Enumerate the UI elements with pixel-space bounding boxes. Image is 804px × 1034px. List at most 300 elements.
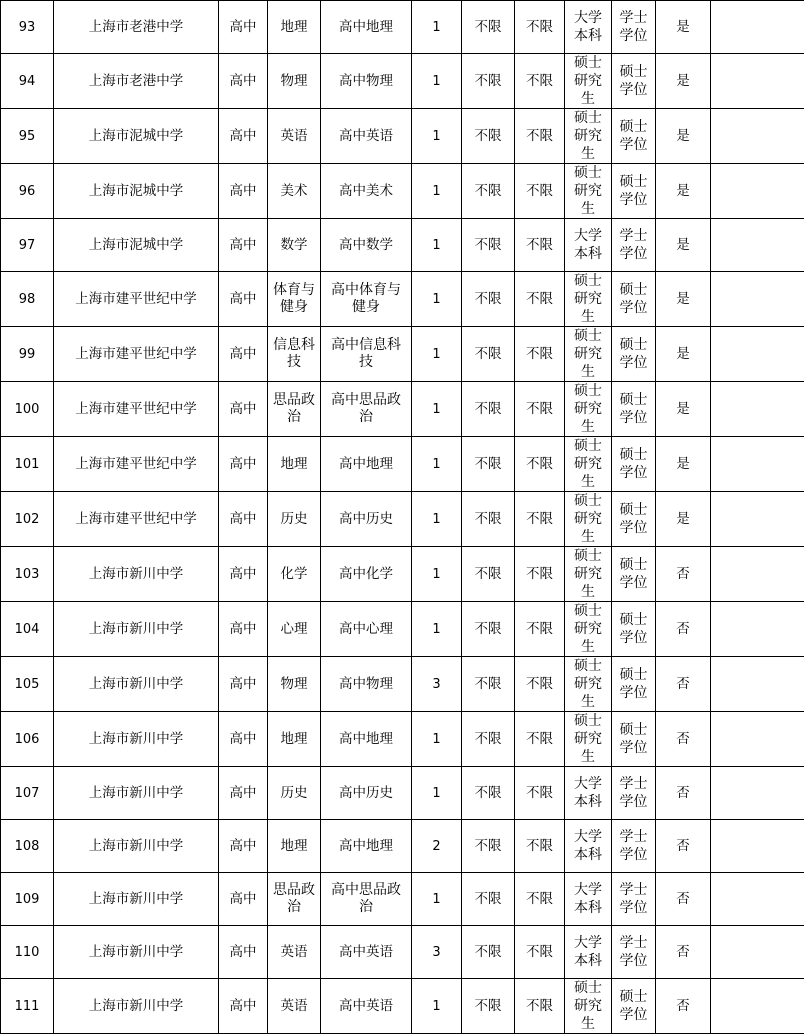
subject: 数学: [268, 219, 321, 272]
academic-title: [612, 272, 656, 327]
post-name-line-2: 治: [321, 409, 411, 426]
academic-title-line-2: 学位: [612, 574, 655, 592]
flag-value: 否: [656, 767, 711, 820]
education-degree-line-1: 大学: [565, 227, 611, 245]
requirement-1: 不限: [462, 979, 515, 1034]
note-cell: [711, 602, 804, 657]
note-cell: [711, 979, 804, 1034]
post-name: 高中历史: [321, 492, 412, 547]
subject-line-2: 健身: [268, 299, 320, 316]
education-degree: [565, 767, 612, 820]
hire-count: 2: [412, 820, 462, 873]
education-degree-line-1: 大学: [565, 881, 611, 899]
academic-title-line-1: 学士: [612, 9, 655, 27]
table-row: [1, 272, 804, 327]
requirement-1: 不限: [462, 327, 515, 382]
academic-title: [612, 219, 656, 272]
school-level: 高中: [219, 767, 268, 820]
table-row: [1, 657, 804, 712]
table-row: [1, 109, 804, 164]
education-degree-line-1: 大学: [565, 934, 611, 952]
education-degree-line-1: 硕士: [565, 979, 611, 997]
education-degree-line-1: 硕士: [565, 382, 611, 400]
education-degree-line-2: 研究: [565, 675, 611, 693]
school-name: 上海市新川中学: [54, 767, 219, 820]
requirement-2: 不限: [515, 327, 565, 382]
education-degree-line-1: 硕士: [565, 492, 611, 510]
education-degree: [565, 109, 612, 164]
post-name-line-2: 健身: [321, 299, 411, 316]
row-number: 106: [1, 712, 54, 767]
academic-title-line-2: 学位: [612, 354, 655, 372]
education-degree-line-1: 硕士: [565, 54, 611, 72]
note-cell: [711, 1, 804, 54]
row-number: 107: [1, 767, 54, 820]
note-cell: [711, 272, 804, 327]
education-degree-line-1: 大学: [565, 775, 611, 793]
hire-count: 1: [412, 1, 462, 54]
row-number: 100: [1, 382, 54, 437]
education-degree-line-2: 研究: [565, 997, 611, 1015]
hire-count: 1: [412, 327, 462, 382]
flag-value: 否: [656, 547, 711, 602]
academic-title: [612, 926, 656, 979]
hire-count: 1: [412, 109, 462, 164]
school-name: 上海市老港中学: [54, 54, 219, 109]
education-degree-line-3: 生: [565, 528, 611, 546]
table-row: [1, 820, 804, 873]
requirement-1: 不限: [462, 492, 515, 547]
flag-value: 是: [656, 382, 711, 437]
row-number: 109: [1, 873, 54, 926]
hire-count: 1: [412, 602, 462, 657]
subject: [268, 873, 321, 926]
flag-value: 否: [656, 926, 711, 979]
note-cell: [711, 164, 804, 219]
education-degree-line-2: 本科: [565, 846, 611, 864]
requirement-2: 不限: [515, 547, 565, 602]
education-degree-line-3: 生: [565, 1015, 611, 1033]
school-level: 高中: [219, 820, 268, 873]
requirement-1: 不限: [462, 926, 515, 979]
note-cell: [711, 54, 804, 109]
requirement-2: 不限: [515, 492, 565, 547]
row-number: 101: [1, 437, 54, 492]
hire-count: 1: [412, 767, 462, 820]
table-row: [1, 164, 804, 219]
requirement-1: 不限: [462, 873, 515, 926]
requirement-1: 不限: [462, 1, 515, 54]
post-name: 高中美术: [321, 164, 412, 219]
education-degree-line-2: 本科: [565, 952, 611, 970]
row-number: 95: [1, 109, 54, 164]
hire-count: 1: [412, 54, 462, 109]
education-degree-line-2: 研究: [565, 72, 611, 90]
education-degree-line-1: 硕士: [565, 547, 611, 565]
hire-count: 1: [412, 979, 462, 1034]
hire-count: 1: [412, 492, 462, 547]
education-degree: [565, 712, 612, 767]
requirement-2: 不限: [515, 820, 565, 873]
requirement-1: 不限: [462, 602, 515, 657]
subject: 历史: [268, 767, 321, 820]
table-row: [1, 547, 804, 602]
post-name-line-1: 高中体育与: [321, 282, 411, 299]
education-degree-line-2: 研究: [565, 510, 611, 528]
education-degree: [565, 492, 612, 547]
school-level: 高中: [219, 926, 268, 979]
education-degree-line-2: 研究: [565, 730, 611, 748]
table-row: [1, 873, 804, 926]
education-degree-line-2: 研究: [565, 565, 611, 583]
note-cell: [711, 327, 804, 382]
school-level: 高中: [219, 109, 268, 164]
academic-title-line-2: 学位: [612, 739, 655, 757]
post-name: 高中物理: [321, 54, 412, 109]
education-degree-line-3: 生: [565, 638, 611, 656]
subject: [268, 272, 321, 327]
table-row: [1, 382, 804, 437]
flag-value: 否: [656, 657, 711, 712]
academic-title-line-2: 学位: [612, 136, 655, 154]
academic-title-line-2: 学位: [612, 519, 655, 537]
school-name: 上海市泥城中学: [54, 219, 219, 272]
flag-value: 是: [656, 272, 711, 327]
education-degree: [565, 272, 612, 327]
education-degree-line-3: 生: [565, 90, 611, 108]
education-degree: [565, 219, 612, 272]
table-row: [1, 979, 804, 1034]
academic-title: [612, 767, 656, 820]
subject: 物理: [268, 54, 321, 109]
table-row: [1, 1, 804, 54]
academic-title-line-2: 学位: [612, 629, 655, 647]
school-name: 上海市新川中学: [54, 979, 219, 1034]
education-degree-line-3: 生: [565, 363, 611, 381]
academic-title-line-1: 硕士: [612, 446, 655, 464]
academic-title-line-2: 学位: [612, 684, 655, 702]
subject: 英语: [268, 926, 321, 979]
academic-title-line-2: 学位: [612, 899, 655, 917]
note-cell: [711, 219, 804, 272]
requirement-1: 不限: [462, 547, 515, 602]
education-degree-line-2: 本科: [565, 899, 611, 917]
education-degree: [565, 820, 612, 873]
education-degree: [565, 437, 612, 492]
flag-value: 是: [656, 54, 711, 109]
table-row: [1, 492, 804, 547]
subject-line-1: 信息科: [268, 337, 320, 354]
table-row: [1, 767, 804, 820]
academic-title-line-2: 学位: [612, 409, 655, 427]
academic-title-line-1: 学士: [612, 934, 655, 952]
requirement-2: 不限: [515, 219, 565, 272]
academic-title-line-1: 硕士: [612, 118, 655, 136]
requirement-1: 不限: [462, 54, 515, 109]
subject: 历史: [268, 492, 321, 547]
school-name: 上海市建平世纪中学: [54, 272, 219, 327]
school-name: 上海市建平世纪中学: [54, 382, 219, 437]
school-level: 高中: [219, 492, 268, 547]
academic-title-line-1: 学士: [612, 828, 655, 846]
school-level: 高中: [219, 979, 268, 1034]
table-row: [1, 54, 804, 109]
education-degree-line-3: 生: [565, 583, 611, 601]
note-cell: [711, 873, 804, 926]
academic-title-line-1: 硕士: [612, 501, 655, 519]
school-name: 上海市建平世纪中学: [54, 437, 219, 492]
subject-line-2: 治: [268, 409, 320, 426]
row-number: 96: [1, 164, 54, 219]
academic-title: [612, 164, 656, 219]
post-name: 高中英语: [321, 926, 412, 979]
row-number: 108: [1, 820, 54, 873]
academic-title: [612, 657, 656, 712]
education-degree-line-1: 大学: [565, 9, 611, 27]
academic-title-line-1: 硕士: [612, 63, 655, 81]
note-cell: [711, 767, 804, 820]
hire-count: 1: [412, 547, 462, 602]
requirement-2: 不限: [515, 873, 565, 926]
school-name: 上海市泥城中学: [54, 109, 219, 164]
academic-title: [612, 54, 656, 109]
school-level: 高中: [219, 657, 268, 712]
requirement-2: 不限: [515, 657, 565, 712]
table-row: [1, 219, 804, 272]
subject: [268, 327, 321, 382]
post-name: [321, 382, 412, 437]
education-degree: [565, 54, 612, 109]
requirement-1: 不限: [462, 164, 515, 219]
hire-count: 1: [412, 712, 462, 767]
table-row: [1, 437, 804, 492]
flag-value: 是: [656, 492, 711, 547]
flag-value: 是: [656, 437, 711, 492]
flag-value: 否: [656, 873, 711, 926]
subject: 心理: [268, 602, 321, 657]
academic-title: [612, 873, 656, 926]
subject-line-2: 技: [268, 354, 320, 371]
school-level: 高中: [219, 272, 268, 327]
academic-title-line-1: 硕士: [612, 556, 655, 574]
subject: 化学: [268, 547, 321, 602]
requirement-2: 不限: [515, 54, 565, 109]
academic-title: [612, 437, 656, 492]
flag-value: 是: [656, 164, 711, 219]
post-name: [321, 272, 412, 327]
education-degree-line-2: 本科: [565, 27, 611, 45]
school-name: 上海市新川中学: [54, 873, 219, 926]
requirement-1: 不限: [462, 272, 515, 327]
requirement-1: 不限: [462, 382, 515, 437]
education-degree-line-2: 本科: [565, 245, 611, 263]
education-degree-line-1: 硕士: [565, 602, 611, 620]
academic-title-line-2: 学位: [612, 464, 655, 482]
row-number: 105: [1, 657, 54, 712]
academic-title-line-1: 硕士: [612, 391, 655, 409]
row-number: 99: [1, 327, 54, 382]
school-name: 上海市新川中学: [54, 820, 219, 873]
education-degree-line-2: 研究: [565, 400, 611, 418]
education-degree-line-3: 生: [565, 308, 611, 326]
requirement-2: 不限: [515, 926, 565, 979]
post-name-line-2: 治: [321, 899, 411, 916]
requirement-1: 不限: [462, 437, 515, 492]
school-name: 上海市新川中学: [54, 547, 219, 602]
subject-line-1: 体育与: [268, 282, 320, 299]
subject-line-2: 治: [268, 899, 320, 916]
post-name: 高中地理: [321, 712, 412, 767]
post-name-line-1: 高中思品政: [321, 392, 411, 409]
school-name: 上海市新川中学: [54, 602, 219, 657]
post-name: 高中地理: [321, 437, 412, 492]
academic-title: [612, 492, 656, 547]
requirement-2: 不限: [515, 767, 565, 820]
education-degree-line-1: 硕士: [565, 272, 611, 290]
education-degree: [565, 547, 612, 602]
education-degree: [565, 926, 612, 979]
academic-title-line-1: 硕士: [612, 281, 655, 299]
academic-title: [612, 109, 656, 164]
hire-count: 1: [412, 382, 462, 437]
hire-count: 1: [412, 164, 462, 219]
school-level: 高中: [219, 873, 268, 926]
subject-line-1: 思品政: [268, 392, 320, 409]
academic-title-line-1: 学士: [612, 881, 655, 899]
school-name: 上海市新川中学: [54, 712, 219, 767]
education-degree: [565, 327, 612, 382]
subject-line-1: 思品政: [268, 882, 320, 899]
post-name-line-1: 高中信息科: [321, 337, 411, 354]
subject: 地理: [268, 820, 321, 873]
hire-count: 1: [412, 272, 462, 327]
education-degree: [565, 382, 612, 437]
school-level: 高中: [219, 602, 268, 657]
note-cell: [711, 712, 804, 767]
row-number: 94: [1, 54, 54, 109]
education-degree-line-2: 研究: [565, 182, 611, 200]
education-degree-line-1: 硕士: [565, 109, 611, 127]
academic-title-line-2: 学位: [612, 191, 655, 209]
academic-title-line-2: 学位: [612, 27, 655, 45]
education-degree-line-3: 生: [565, 693, 611, 711]
school-name: 上海市建平世纪中学: [54, 492, 219, 547]
education-degree-line-2: 研究: [565, 290, 611, 308]
education-degree-line-2: 研究: [565, 345, 611, 363]
requirement-2: 不限: [515, 164, 565, 219]
flag-value: 是: [656, 109, 711, 164]
post-name: 高中数学: [321, 219, 412, 272]
school-name: 上海市新川中学: [54, 657, 219, 712]
academic-title-line-1: 学士: [612, 227, 655, 245]
post-name: [321, 873, 412, 926]
note-cell: [711, 382, 804, 437]
education-degree-line-3: 生: [565, 418, 611, 436]
note-cell: [711, 109, 804, 164]
academic-title: [612, 1, 656, 54]
academic-title-line-2: 学位: [612, 245, 655, 263]
note-cell: [711, 492, 804, 547]
education-degree-line-3: 生: [565, 200, 611, 218]
school-level: 高中: [219, 712, 268, 767]
hire-count: 1: [412, 437, 462, 492]
school-level: 高中: [219, 437, 268, 492]
note-cell: [711, 926, 804, 979]
post-name: 高中英语: [321, 109, 412, 164]
table-row: [1, 602, 804, 657]
education-degree-line-1: 硕士: [565, 327, 611, 345]
note-cell: [711, 657, 804, 712]
academic-title-line-2: 学位: [612, 299, 655, 317]
school-level: 高中: [219, 219, 268, 272]
flag-value: 否: [656, 602, 711, 657]
requirement-2: 不限: [515, 979, 565, 1034]
post-name: 高中心理: [321, 602, 412, 657]
flag-value: 否: [656, 712, 711, 767]
flag-value: 是: [656, 327, 711, 382]
education-degree-line-1: 硕士: [565, 437, 611, 455]
education-degree: [565, 873, 612, 926]
education-degree-line-1: 大学: [565, 828, 611, 846]
school-name: 上海市老港中学: [54, 1, 219, 54]
post-name: 高中历史: [321, 767, 412, 820]
flag-value: 否: [656, 820, 711, 873]
subject: 英语: [268, 979, 321, 1034]
post-name: 高中地理: [321, 820, 412, 873]
hire-count: 1: [412, 873, 462, 926]
note-cell: [711, 437, 804, 492]
education-degree: [565, 657, 612, 712]
subject: 美术: [268, 164, 321, 219]
academic-title-line-1: 硕士: [612, 611, 655, 629]
flag-value: 是: [656, 219, 711, 272]
education-degree-line-2: 本科: [565, 793, 611, 811]
row-number: 98: [1, 272, 54, 327]
school-level: 高中: [219, 382, 268, 437]
education-degree-line-2: 研究: [565, 127, 611, 145]
subject: 地理: [268, 437, 321, 492]
row-number: 93: [1, 1, 54, 54]
education-degree-line-1: 硕士: [565, 657, 611, 675]
education-degree-line-3: 生: [565, 145, 611, 163]
academic-title-line-2: 学位: [612, 81, 655, 99]
academic-title: [612, 547, 656, 602]
school-name: 上海市新川中学: [54, 926, 219, 979]
education-degree-line-3: 生: [565, 473, 611, 491]
academic-title: [612, 979, 656, 1034]
education-degree-line-2: 研究: [565, 620, 611, 638]
row-number: 103: [1, 547, 54, 602]
school-level: 高中: [219, 164, 268, 219]
academic-title: [612, 712, 656, 767]
academic-title-line-1: 硕士: [612, 173, 655, 191]
school-level: 高中: [219, 1, 268, 54]
requirement-1: 不限: [462, 219, 515, 272]
subject: 地理: [268, 712, 321, 767]
school-level: 高中: [219, 54, 268, 109]
subject: 物理: [268, 657, 321, 712]
school-level: 高中: [219, 547, 268, 602]
hire-count: 1: [412, 219, 462, 272]
academic-title: [612, 820, 656, 873]
education-degree: [565, 1, 612, 54]
hire-count: 3: [412, 657, 462, 712]
academic-title-line-2: 学位: [612, 846, 655, 864]
academic-title-line-1: 学士: [612, 775, 655, 793]
note-cell: [711, 547, 804, 602]
requirement-2: 不限: [515, 109, 565, 164]
row-number: 102: [1, 492, 54, 547]
